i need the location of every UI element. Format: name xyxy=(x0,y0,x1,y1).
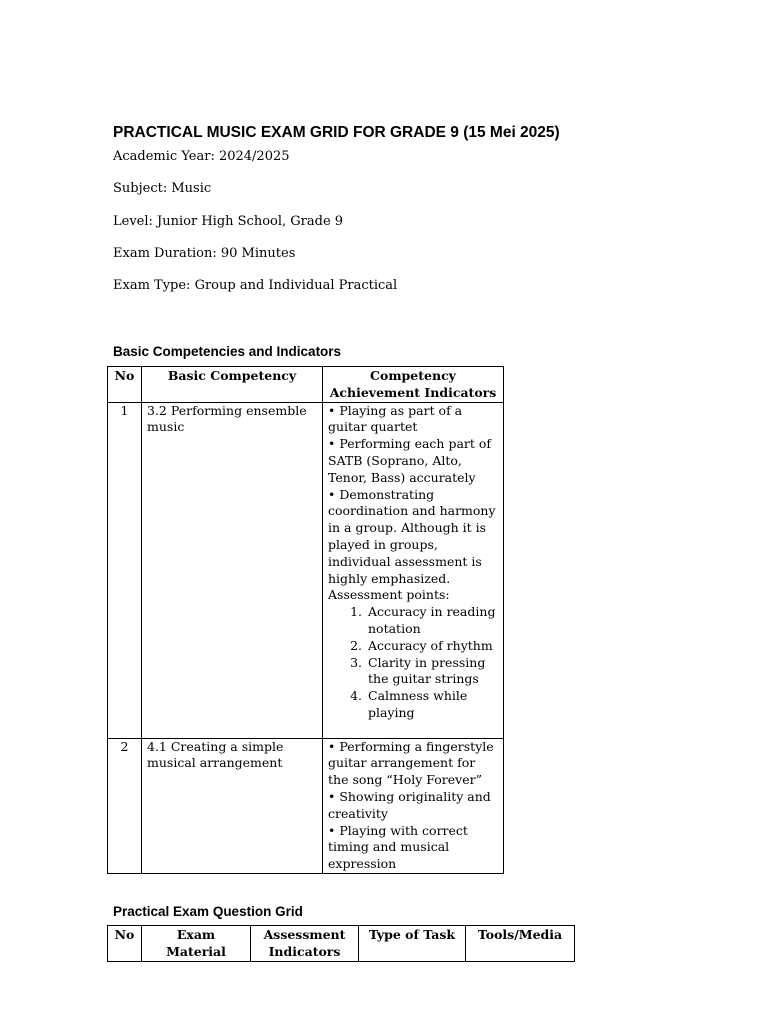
competencies-table xyxy=(107,366,504,874)
header-assessment-indicators: Assessment Indicators xyxy=(251,926,359,962)
question-grid-heading: Practical Exam Question Grid xyxy=(113,904,303,919)
assessment-points-list xyxy=(328,604,498,722)
indicator-text: • Performing a fingerstyle guitar arrangement for the song “Holy Forever” xyxy=(328,738,494,788)
assessment-points-label: Assessment points: xyxy=(328,587,450,603)
header-type-of-task: Type of Task xyxy=(359,926,466,962)
table-header-row xyxy=(108,367,504,403)
indicator-text: • Demonstrating coordination and harmony in a group. Although it is played in groups, individual assessment is highly emphasized. xyxy=(328,486,496,586)
list-item: 1. Accuracy in reading notation xyxy=(366,604,498,638)
competency-cell: 3.2 Performing ensemble music xyxy=(142,402,323,738)
meta-subject: Subject: Music xyxy=(113,181,212,196)
row-number: 1 xyxy=(108,402,142,738)
header-tools-media: Tools/Media xyxy=(466,926,575,962)
question-grid-table xyxy=(107,925,575,962)
meta-academic-year: Academic Year: 2024/2025 xyxy=(113,149,290,164)
meta-exam-duration: Exam Duration: 90 Minutes xyxy=(113,246,296,261)
header-indicators: Competency Achievement Indicators xyxy=(323,367,504,403)
competencies-heading: Basic Competencies and Indicators xyxy=(113,344,342,359)
list-item: 4. Calmness while playing xyxy=(366,688,498,722)
list-item: 3. Clarity in pressing the guitar strings xyxy=(366,655,498,689)
header-no: No xyxy=(108,926,142,962)
indicators-cell xyxy=(323,402,504,738)
header-basic-competency: Basic Competency xyxy=(142,367,323,403)
header-no: No xyxy=(108,367,142,403)
table-row xyxy=(108,738,504,873)
document-title: PRACTICAL MUSIC EXAM GRID FOR GRADE 9 (15 Mei 2025) xyxy=(113,124,560,141)
competency-cell: 4.1 Creating a simple musical arrangement xyxy=(142,738,323,873)
table-row xyxy=(108,402,504,738)
table-header-row xyxy=(108,926,575,962)
list-item: 2. Accuracy of rhythm xyxy=(366,638,498,655)
meta-level: Level: Junior High School, Grade 9 xyxy=(113,214,344,229)
header-exam-material: Exam Material xyxy=(142,926,251,962)
row-number: 2 xyxy=(108,738,142,873)
indicator-text: • Playing as part of a guitar quartet xyxy=(328,402,463,435)
indicator-text: • Showing originality and creativity xyxy=(328,788,491,821)
indicators-cell xyxy=(323,738,504,873)
indicator-text: • Playing with correct timing and musical expression xyxy=(328,822,468,872)
indicator-text: • Performing each part of SATB (Soprano, Alto, Tenor, Bass) accurately xyxy=(328,436,492,485)
meta-exam-type: Exam Type: Group and Individual Practical xyxy=(113,278,398,293)
